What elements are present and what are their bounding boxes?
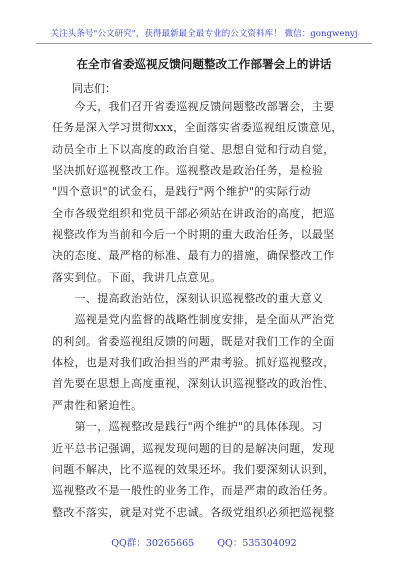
qq-group-number: QQ群：30265665 (111, 538, 195, 549)
text-line: 首先要在思想上高度重视，深刻认识巡视整改的政治性、 (52, 377, 335, 391)
text-line: 严肃性和紧迫性。 (52, 398, 143, 412)
text-line: 体检，也是对我们政治担当的严肃考验。抓好巡视整改， (52, 356, 335, 370)
qq-number: QQ：535304092 (217, 538, 297, 549)
text-line: 全市各级党组织和党员干部必须站在讲政治的高度，把巡 (52, 206, 335, 220)
text-line: 第一，巡视整改是践行"两个维护"的具体体现。习 (52, 420, 323, 434)
text-line: "四个意识"的试金石，是践行"两个维护"的实际行动 (52, 185, 311, 199)
text-line: 今天，我们召开省委巡视反馈问题整改部署会，主要 (52, 100, 335, 113)
text-line: 的利剑。省委巡视组反馈的问题，既是对我们工作的全面 (52, 334, 335, 348)
text-line: 动员全市上下以高度的政治自觉、思想自觉和行动自觉， (52, 142, 335, 156)
section-heading: 一、提高政治站位，深刻认识巡视整改的重大意义 (52, 292, 324, 306)
greeting: 同志们： (72, 82, 116, 95)
document-title: 在全市省委巡视反馈问题整改工作部署会上的讲话 (76, 57, 332, 71)
text-line: 巡视整改不是一般性的业务工作，而是严肃的政治任务。 (52, 484, 335, 498)
text-line: 决的态度、最严格的标准、最有力的措施，确保整改工作 (52, 249, 335, 263)
text-line: 任务是深入学习贯彻xxx，全面落实省委巡视组反馈意见， (52, 121, 343, 135)
footer-contact (0, 535, 408, 549)
header-banner: 关注头条号"公文研究"，获得最新最全最专业的公文资料库！ 微信：gongwenyj (50, 29, 358, 39)
header-divider (36, 43, 372, 44)
text-line: 坚决抓好巡视整改工作。巡视整改是政治任务，是检验 (52, 164, 324, 178)
text-line: 整改不落实，就是对党不忠诚。各级党组织必须把巡视整 (52, 505, 335, 519)
text-line: 落实到位。下面，我讲几点意见。 (52, 270, 222, 284)
text-line: 问题不解决，比不巡视的效果还坏。我们要深刻认识到， (52, 462, 335, 476)
text-line: 视整改作为当前和今后一个时期的重大政治任务，以最坚 (52, 228, 335, 242)
text-line: 巡视是党内监督的战略性制度安排，是全面从严治党 (52, 313, 335, 327)
text-line: 近平总书记强调，巡视发现问题的目的是解决问题，发现 (52, 441, 335, 455)
body-text (52, 96, 362, 523)
